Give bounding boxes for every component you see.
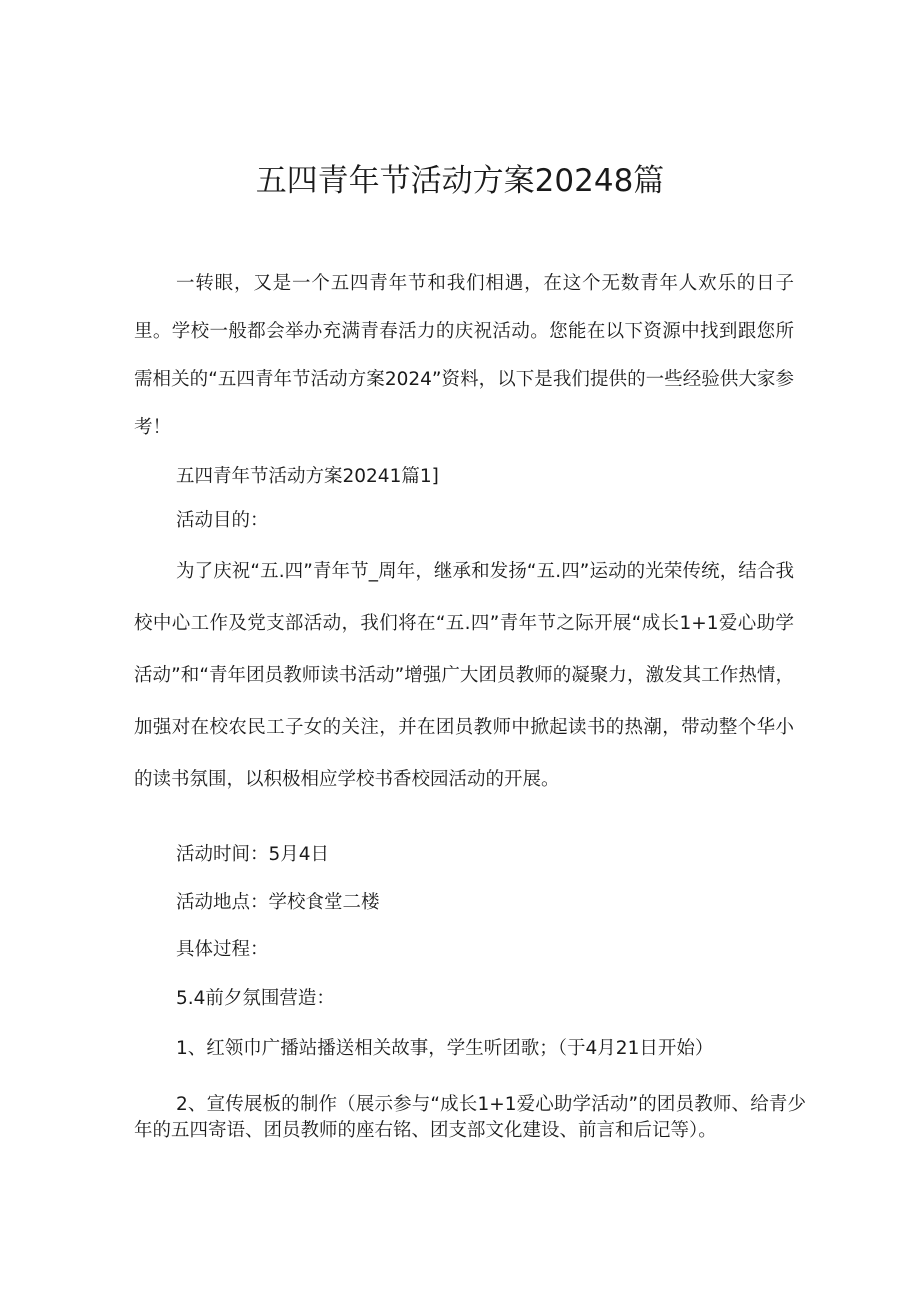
activity-time: 活动时间：5月4日 [176,844,330,865]
list-item-1: 1、红领巾广播站播送相关故事，学生听团歌；（于4月21日开始） [176,1038,714,1059]
process-label: 具体过程： [176,939,269,960]
goal-paragraph: 为了庆祝“五.四”青年节_周年，继承和发扬“五.四”运动的光荣传统，结合我校中心工作及党支部活动，我们将在“五.四”青年节之际开展“成长1+1爱心助学活动”和“青年团员教师读书活动”增强广大团员教师的凝聚力，激发其工作热情，加强对在校农民工子女的关注，并在团员教师中掀起读书的热潮，带动整个华小的读书氛围，以积极相应学校书香校园活动的开展。 [134,561,794,790]
section-heading: 五四青年节活动方案20241篇1] [176,466,439,487]
intro-paragraph: 一转眼，又是一个五四青年节和我们相遇，在这个无数青年人欢乐的日子里。学校一般都会举办充满青春活力的庆祝活动。您能在以下资源中找到跟您所需相关的“五四青年节活动方案2024”资料，以下是我们提供的一些经验供大家参考！ [134,273,794,438]
document-title: 五四青年节活动方案20248篇 [255,163,665,199]
activity-place: 活动地点：学校食堂二楼 [176,892,380,913]
goal-label: 活动目的： [176,510,269,531]
pre-event-label: 5.4前夕氛围营造： [176,988,335,1009]
list-item-2: 2、宣传展板的制作（展示参与“成长1+1爱心助学活动”的团员教师、给青少年的五四寄语、团员教师的座右铭、团支部文化建设、前言和后记等）。 [134,1094,806,1141]
